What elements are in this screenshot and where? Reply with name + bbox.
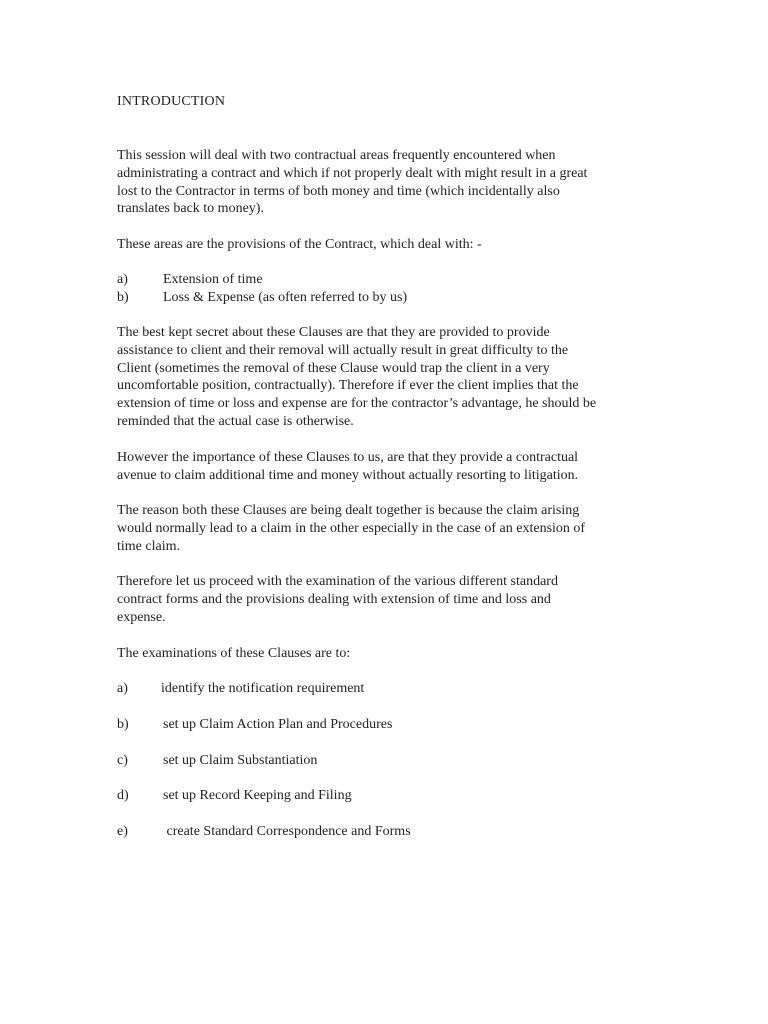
list-text: create Standard Correspondence and Forms xyxy=(163,824,411,839)
paragraph-line: avenue to claim additional time and money without actually resorting to litigation. xyxy=(117,467,579,483)
paragraph-line: contract forms and the provisions dealing with extension of time and loss and xyxy=(117,591,551,607)
areas-list-item xyxy=(117,271,263,289)
secret-paragraph xyxy=(117,324,662,431)
paragraph-line: extension of time or loss and expense are for the contractor’s advantage, he should be xyxy=(117,396,597,412)
list-marker: d) xyxy=(117,788,129,803)
paragraph-line: Therefore let us proceed with the examination of the various different standard xyxy=(117,574,558,589)
list-text: set up Claim Action Plan and Procedures xyxy=(163,717,393,732)
list-marker: a) xyxy=(117,272,128,287)
examinations-list-item xyxy=(117,680,364,698)
examinations-list-item xyxy=(117,823,411,841)
examinations-list-item xyxy=(117,752,317,770)
paragraph-line: translates back to money). xyxy=(117,201,264,217)
list-marker: b) xyxy=(117,290,129,305)
paragraph-line: time claim. xyxy=(117,538,180,554)
list-text: set up Claim Substantiation xyxy=(163,753,318,768)
intro-paragraph xyxy=(117,147,662,218)
list-marker: a) xyxy=(117,681,128,696)
examinations-list-item xyxy=(117,787,352,805)
list-text: identify the notification requirement xyxy=(161,681,365,696)
list-text: Loss & Expense (as often referred to by us) xyxy=(163,290,408,305)
paragraph-line: This session will deal with two contractual areas frequently encountered when xyxy=(117,148,556,163)
list-text: set up Record Keeping and Filing xyxy=(163,788,352,803)
paragraph-line: However the importance of these Clauses to us, are that they provide a contractual xyxy=(117,450,579,465)
list-marker: c) xyxy=(117,753,128,768)
section-heading: INTRODUCTION xyxy=(117,94,226,109)
paragraph-line: The reason both these Clauses are being dealt together is because the claim arising xyxy=(117,503,580,518)
paragraph-line: would normally lead to a claim in the other especially in the case of an extension of xyxy=(117,520,586,536)
reason-paragraph xyxy=(117,502,662,555)
paragraph-line: Client (sometimes the removal of these Clause would trap the client in a very xyxy=(117,360,550,376)
examinations-list-item xyxy=(117,716,392,734)
list-text: Extension of time xyxy=(163,272,263,287)
paragraph-line: The examinations of these Clauses are to: xyxy=(117,646,351,661)
paragraph-line: lost to the Contractor in terms of both money and time (which incidentally also xyxy=(117,183,560,199)
paragraph-line: reminded that the actual case is otherwise. xyxy=(117,413,354,429)
proceed-paragraph xyxy=(117,573,662,626)
areas-intro-paragraph xyxy=(117,236,662,254)
paragraph-line: expense. xyxy=(117,609,166,625)
paragraph-line: assistance to client and their removal will actually result in great difficulty to the xyxy=(117,342,569,358)
list-marker: b) xyxy=(117,717,129,732)
examinations-intro-paragraph xyxy=(117,645,662,663)
importance-paragraph xyxy=(117,449,662,485)
paragraph-line: These areas are the provisions of the Contract, which deal with: - xyxy=(117,237,482,252)
list-marker: e) xyxy=(117,824,128,839)
paragraph-line: administrating a contract and which if not properly dealt with might result in a great xyxy=(117,165,588,181)
paragraph-line: The best kept secret about these Clauses are that they are provided to provide xyxy=(117,325,550,340)
paragraph-line: uncomfortable position, contractually). Therefore if ever the client implies that the xyxy=(117,378,579,394)
areas-list-item xyxy=(117,289,407,307)
